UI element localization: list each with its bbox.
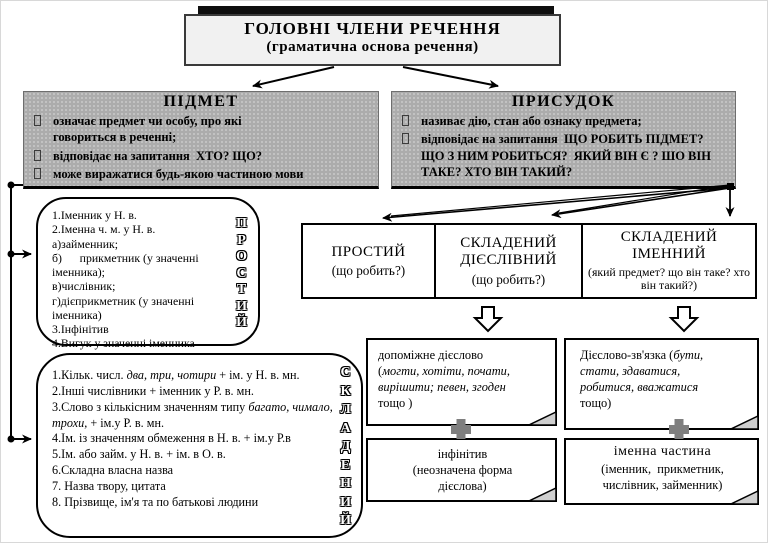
cell-question: (який предмет? що він таке? хто він такий?) [588,264,750,293]
list-item [34,166,370,182]
infinitive-note [366,438,557,502]
down-block-arrow-icon [475,307,501,331]
cell-title: СКЛАДЕНИЙ ІМЕННИЙ [620,229,718,263]
subject-box [23,91,379,189]
predicate-types-row [301,223,757,299]
subject-box-title: ПІДМЕТ [163,93,239,110]
cell-question: (що робить?) [471,271,546,287]
arrow-title-to-subject [253,67,334,86]
list-item [34,148,370,164]
junction-dot [8,436,15,443]
cell-question: (що робить?) [331,263,406,279]
list-item [402,131,727,180]
arrow-double-line [559,185,730,213]
link-verb-note [564,338,759,430]
folded-corner-icon [529,487,557,502]
bullet-square-icon [34,150,41,161]
bullet-square-icon [402,115,409,126]
nominal-part-note [564,438,759,505]
folded-corner-icon [529,411,557,426]
folded-corner-icon [731,415,759,430]
subject-compound-list: 1.Кільк. числ. два, три, чотири + ім. у Н. в. мн. 2.Інші числівники + іменник у Р. в. мн. 3.Слово з кількісним значенням типу багато, чимало, трохи, + ім.у Р. в. мн. 4.Ім. із значенням обмеження в Н. в. + ім.у Р.в 5.Ім. або займ. у Н. в. + ім. в О. в. 6.Складна власна назва 7. Назва твору, цитата 8. Прізвище, ім'я та по батькові людини [52,368,333,509]
list-item [402,113,727,129]
title-box [184,14,561,66]
bullet-square-icon [402,133,409,144]
arrow-to-simple-predicate [383,188,730,218]
list-item [34,113,370,146]
subject-simple-list: 1.Іменник у Н. в. 2.Іменна ч. м. у Н. в. а)займенник; б) прикметник (у значенні іменника); в)числівник; г)дієприкметник (у значенні іменника) 3.Інфінітив 4.Вигук у значенні іменника [52,208,199,351]
predicate-bullet-1: називає дію, стан або ознаку предмета; [421,114,642,128]
down-block-arrow-icon [671,307,697,331]
subject-bullet-2: відповідає на запитання ХТО? ЩО? [53,148,263,163]
predicate-type-compound-verbal [434,225,581,297]
bullet-square-icon [34,115,41,126]
cell-title: СКЛАДЕНИЙ ДІЄСЛІВНИЙ [460,235,557,269]
page-title: ГОЛОВНІ ЧЛЕНИ РЕЧЕННЯ [244,19,501,38]
link-verb-text: Дієслово-зв'язка (бути, стати, здаватися, робитися, вважатися тощо) [580,348,704,411]
aux-verb-text: допоміжне дієслово (могти, хотіти, почати, вирішити; певен, згоден тощо ) [378,348,510,411]
bullet-square-icon [34,168,41,179]
subject-bullet-3: може виражатися будь-якою частиною мови [53,166,304,181]
subject-bullet-1: означає предмет чи особу, про які говориться в реченні; [53,114,242,145]
junction-dot [8,182,15,189]
arrow-to-compound-verbal [552,188,730,215]
infinitive-text: інфінітив (неозначена форма дієслова) [412,447,513,494]
junction-dot [8,251,15,258]
predicate-box-title: ПРИСУДОК [511,93,616,110]
subject-simple-box [36,197,260,351]
arrow-title-to-predicate [403,67,498,86]
vertical-label-skladenyi: С К Л А Д Е Н И Й [340,365,351,528]
predicate-bullet-2: відповідає на запитання ЩО РОБИТЬ ПІДМЕТ? ЩО З НИМ РОБИТЬСЯ? ЯКИЙ ВІН Є ? ШО ВІН ТАКЕ? ХТО ВІН ТАКИЙ? [421,132,711,179]
cell-title: ПРОСТИЙ [331,243,406,260]
arrow-double-line [391,185,730,216]
predicate-box [391,91,736,189]
vertical-label-prostyi: П Р О С Т И Й [236,216,247,330]
nominal-part-text: іменна частина (іменник, прикметник, числівник, займенник) [601,444,724,493]
predicate-type-compound-nominal [581,225,755,297]
subject-compound-box [36,353,363,538]
folded-corner-icon [731,490,759,505]
predicate-type-simple [303,225,434,297]
aux-verb-note [366,338,557,426]
page-subtitle: (граматична основа речення) [266,39,479,55]
